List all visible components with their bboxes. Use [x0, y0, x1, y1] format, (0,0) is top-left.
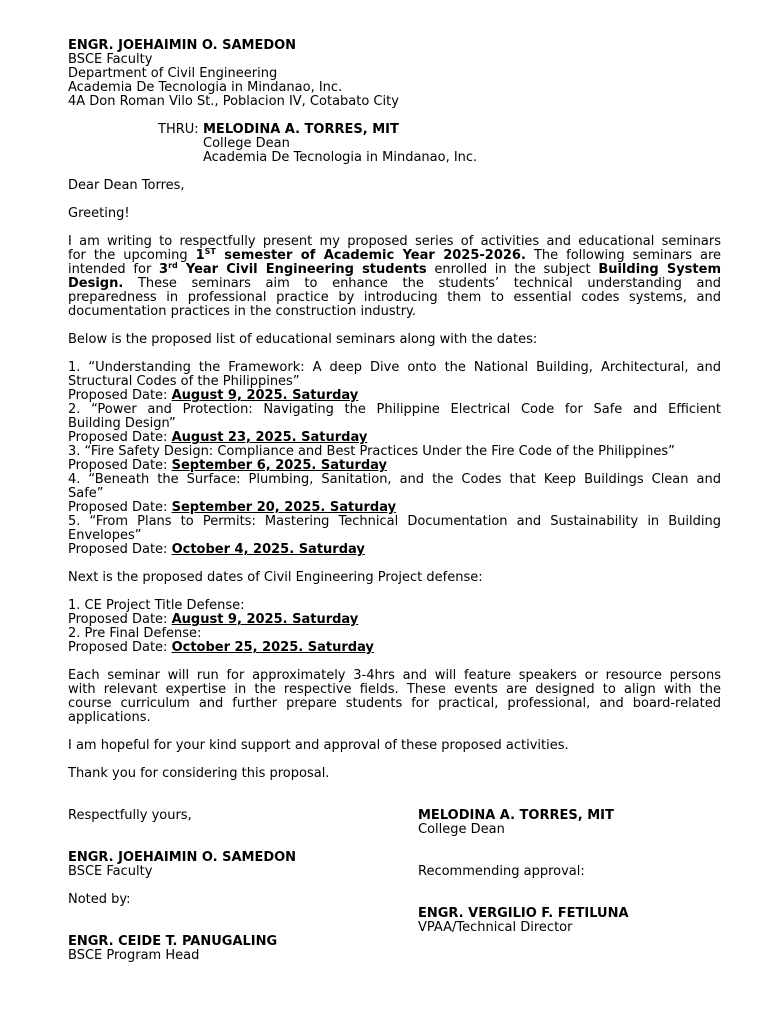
- noted-signature-name: ENGR. CEIDE T. PANUGALING: [68, 934, 278, 949]
- defense-2-title: 2. Pre Final Defense:: [68, 626, 202, 641]
- seminar-5-title: 5. “From Plans to Permits: Mastering Technical Documentation and Sustainability in Building: [68, 514, 721, 529]
- seminar-5-date: Proposed Date: October 4, 2025. Saturday: [68, 542, 365, 557]
- vpaa-signature-name: ENGR. VERGILIO F. FETILUNA: [418, 906, 629, 921]
- closing-line-3: course curriculum and further prepare students for practical, professional, and board-related: [68, 696, 721, 711]
- intro-line-4: Design. These seminars aim to enhance the students’ technical understanding and: [68, 276, 721, 291]
- hope-statement: I am hopeful for your kind support and approval of these proposed activities.: [68, 738, 569, 753]
- intro-line-3: intended for 3rd Year Civil Engineering students enrolled in the subject Building System: [68, 261, 721, 277]
- thru-position: College Dean: [203, 136, 290, 151]
- closing-line-2: with relevant expertise in the respective fields. These events are designed to align with the: [68, 682, 721, 697]
- defense-1-title: 1. CE Project Title Defense:: [68, 598, 245, 613]
- seminar-4-title-cont: Safe”: [68, 486, 104, 501]
- seminar-3-title: 3. “Fire Safety Design: Compliance and Best Practices Under the Fire Code of the Philippines”: [68, 444, 675, 459]
- sender-school: Academia De Tecnologia in Mindanao, Inc.: [68, 80, 343, 95]
- salutation: Dear Dean Torres,: [68, 178, 185, 193]
- intro-line-5: preparedness in professional practice by introducing them to essential codes systems, and: [68, 290, 721, 305]
- author-signature-position: BSCE Faculty: [68, 864, 153, 879]
- intro-line-6: documentation practices in the construction industry.: [68, 304, 417, 319]
- seminar-4-title: 4. “Beneath the Surface: Plumbing, Sanitation, and the Codes that Keep Buildings Clean and: [68, 472, 721, 487]
- respectfully-yours: Respectfully yours,: [68, 808, 192, 823]
- intro-line-2: for the upcoming 1ST semester of Academic Year 2025-2026. The following seminars are: [68, 247, 722, 263]
- intro-line-1: I am writing to respectfully present my proposed series of activities and educational seminars: [68, 234, 721, 249]
- dean-signature-position: College Dean: [418, 822, 505, 837]
- thanks-statement: Thank you for considering this proposal.: [68, 766, 330, 781]
- seminar-2-title-cont: Building Design”: [68, 416, 176, 431]
- sender-position: BSCE Faculty: [68, 52, 153, 67]
- author-signature-name: ENGR. JOEHAIMIN O. SAMEDON: [68, 850, 297, 865]
- closing-line-4: applications.: [68, 710, 151, 725]
- seminar-1-date: Proposed Date: August 9, 2025. Saturday: [68, 388, 359, 403]
- defense-2-date-value: October 25, 2025. Saturday: [171, 640, 374, 655]
- sender-address: 4A Don Roman Vilo St., Poblacion IV, Cotabato City: [68, 94, 399, 109]
- seminar-4-date-value: September 20, 2025. Saturday: [171, 500, 397, 515]
- thru-school: Academia De Tecnologia in Mindanao, Inc.: [203, 150, 478, 165]
- seminar-2-title: 2. “Power and Protection: Navigating the Philippine Electrical Code for Safe and Efficient: [68, 402, 721, 417]
- noted-by-label: Noted by:: [68, 892, 131, 907]
- thru-name: MELODINA A. TORRES, MIT: [203, 122, 399, 137]
- dean-signature-name: MELODINA A. TORRES, MIT: [418, 808, 614, 823]
- defense-2-date: Proposed Date: October 25, 2025. Saturday: [68, 640, 374, 655]
- seminar-2-date: Proposed Date: August 23, 2025. Saturday: [68, 430, 368, 445]
- seminar-1-title-cont: Structural Codes of the Philippines”: [68, 374, 300, 389]
- seminar-4-date: Proposed Date: September 20, 2025. Saturday: [68, 500, 397, 515]
- seminar-3-date-value: September 6, 2025. Saturday: [171, 458, 388, 473]
- defense-1-date-value: August 9, 2025. Saturday: [171, 612, 359, 627]
- defense-intro: Next is the proposed dates of Civil Engineering Project defense:: [68, 570, 483, 585]
- greeting: Greeting!: [68, 206, 130, 221]
- noted-signature-position: BSCE Program Head: [68, 948, 200, 963]
- defense-1-date: Proposed Date: August 9, 2025. Saturday: [68, 612, 359, 627]
- thru-label: THRU:: [158, 122, 199, 137]
- seminar-list-intro: Below is the proposed list of educational seminars along with the dates:: [68, 332, 538, 347]
- seminar-5-date-value: October 4, 2025. Saturday: [171, 542, 365, 557]
- sender-department: Department of Civil Engineering: [68, 66, 278, 81]
- seminar-3-date: Proposed Date: September 6, 2025. Saturday: [68, 458, 388, 473]
- seminar-5-title-cont: Envelopes”: [68, 528, 142, 543]
- seminar-1-date-value: August 9, 2025. Saturday: [171, 388, 359, 403]
- seminar-2-date-value: August 23, 2025. Saturday: [171, 430, 368, 445]
- sender-name: ENGR. JOEHAIMIN O. SAMEDON: [68, 38, 297, 53]
- vpaa-signature-position: VPAA/Technical Director: [418, 920, 573, 935]
- closing-line-1: Each seminar will run for approximately 3-4hrs and will feature speakers or resource persons: [68, 668, 721, 683]
- recommending-approval-label: Recommending approval:: [418, 864, 585, 879]
- seminar-1-title: 1. “Understanding the Framework: A deep Dive onto the National Building, Architectural, and: [68, 360, 721, 375]
